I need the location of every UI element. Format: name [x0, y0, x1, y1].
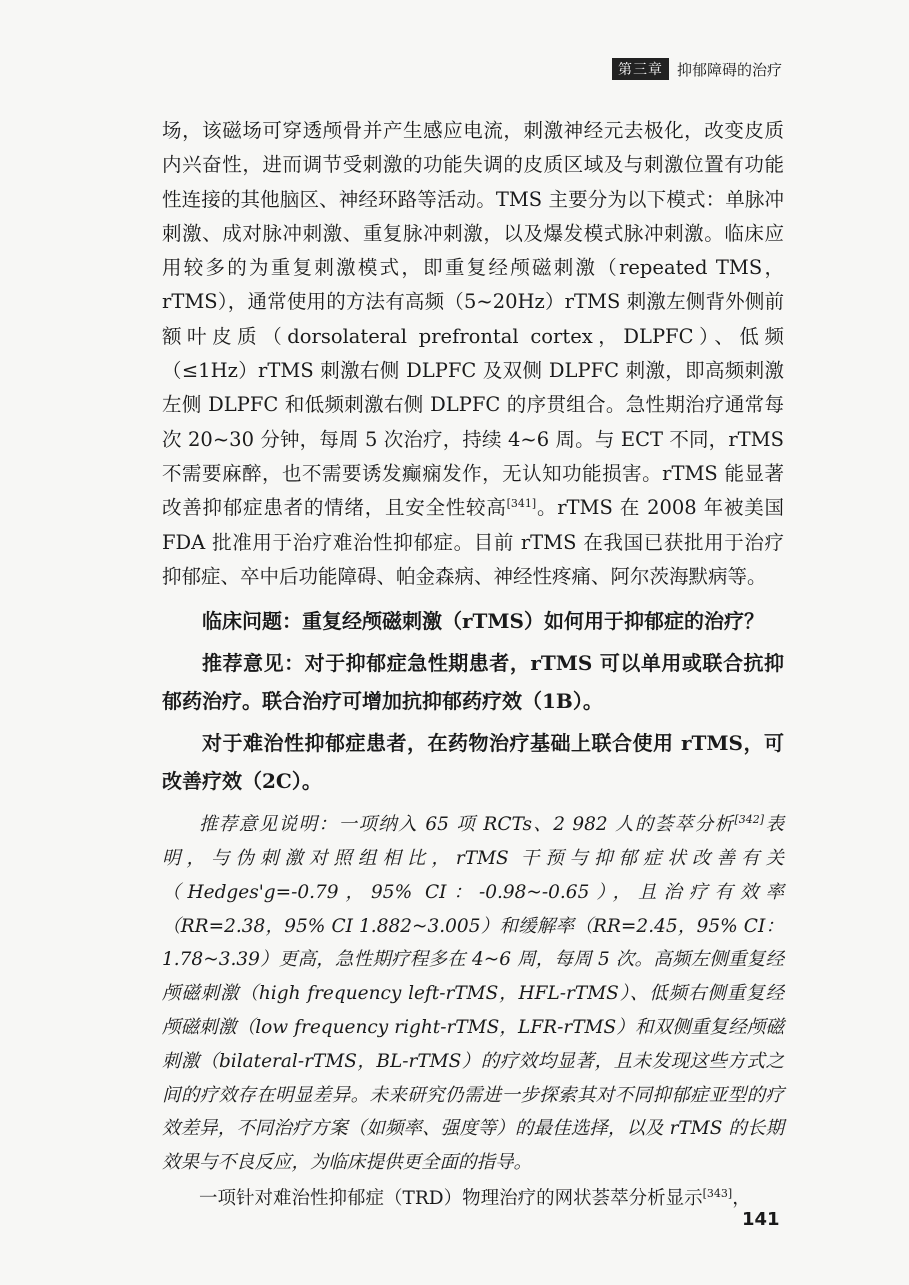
chapter-title: 抑郁障碍的治疗 [677, 60, 783, 79]
running-header [612, 58, 782, 80]
paragraph-text: 场，该磁场可穿透颅骨并产生感应电流，刺激神经元去极化，改变皮质内兴奋性，进而调节受刺激的功能失调的皮质区域及与刺激位置有功能性连接的其他脑区、神经环路等活动。TMS 主要分为以下模式：单脉冲刺激、成对脉冲刺激、重复脉冲刺激，以及爆发模式脉冲刺激。临床应用较多的为重复刺激模式，即重复经颅磁刺激（repeated TMS，rTMS），通常使用的方法有高频（5~20Hz）rTMS 刺激左侧背外侧前额叶皮质（dorsolateral prefrontal cortex，DLPFC）、低频（≤1Hz）rTMS 刺激右侧 DLPFC 及双侧 DLPFC 刺激，即高频刺激左侧 DLPFC 和低频刺激右侧 DLPFC 的序贯组合。急性期治疗通常每次 20~30 分钟，每周 5 次治疗，持续 4~6 周。与 ECT 不同，rTMS 不需要麻醉，也不需要诱发癫痫发作，无认知功能损害。rTMS 能显著改善抑郁症患者的情绪，且安全性较高 [162, 119, 784, 520]
recommendation-acute: 推荐意见：对于抑郁症急性期患者，rTMS 可以单用或联合抗抑郁药治疗。联合治疗可增加抗抑郁药疗效（1B）。 [162, 651, 784, 714]
citation-341: [341] [506, 497, 537, 511]
paragraph-text: 一项针对难治性抑郁症（TRD）物理治疗的网状荟萃分析显示 [199, 1187, 703, 1209]
body-text [162, 114, 784, 1216]
paragraph-text: 推荐意见说明：一项纳入 65 项 RCTs、2 982 人的荟萃分析 [199, 814, 735, 836]
paragraph-tms-intro [162, 114, 784, 594]
paragraph-text: ， [732, 1187, 751, 1209]
page-number: 141 [742, 1209, 780, 1230]
paragraph-text: 。rTMS 在 2008 年被美国 FDA 批准用于治疗难治性抑郁症。目前 rTMS 在我国已获批用于治疗抑郁症、卒中后功能障碍、帕金森病、神经性疼痛、阿尔茨海默病等。 [162, 496, 784, 588]
citation-343: [343] [702, 1186, 733, 1200]
citation-342: [342] [734, 813, 765, 827]
recommendation-explanation [162, 808, 784, 1180]
clinical-question: 临床问题：重复经颅磁刺激（rTMS）如何用于抑郁症的治疗？ [202, 609, 765, 634]
chapter-tag: 第三章 [612, 58, 669, 80]
paragraph-trd-network [162, 1182, 784, 1216]
paragraph-text: 表明，与伪刺激对照组相比，rTMS 干预与抑郁症状改善有关（Hedges'g=-0.79，95% CI：-0.98~-0.65），且治疗有效率（RR=2.38，95% CI 1.882~3.005）和缓解率（RR=2.45，95% CI：1.78~3.39）更高，急性期疗程多在 4~6 周，每周 5 次。高频左侧重复经颅磁刺激（high frequency left-rTMS，HFL-rTMS）、低频右侧重复经颅磁刺激（low frequency right-rTMS，LFR-rTMS）和双侧重复经颅磁刺激（bilateral-rTMS，BL-rTMS）的疗效均显著，且未发现这些方式之间的疗效存在明显差异。未来研究仍需进一步探索其对不同抑郁症亚型的疗效差异，不同治疗方案（如频率、强度等）的最佳选择，以及 rTMS 的长期效果与不良反应，为临床提供更全面的指导。 [162, 814, 784, 1174]
recommendation-refractory: 对于难治性抑郁症患者，在药物治疗基础上联合使用 rTMS，可改善疗效（2C）。 [162, 731, 784, 794]
